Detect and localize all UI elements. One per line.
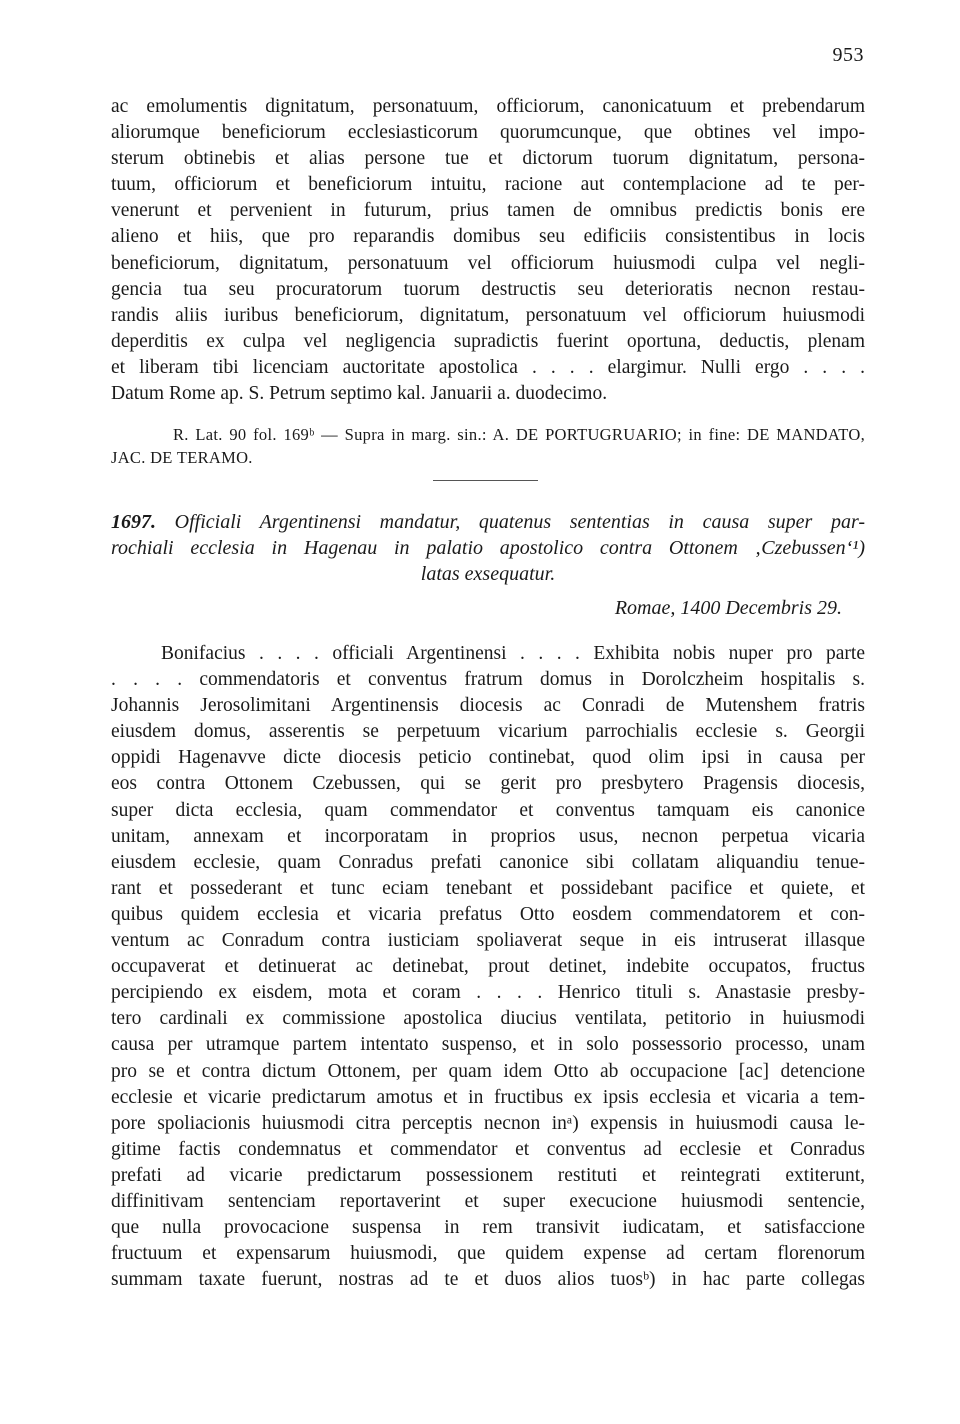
entry-heading bbox=[111, 509, 865, 587]
text-line: prefati ad vicarie predictarum possessionem restituti et reintegrati extiterunt, bbox=[111, 1164, 865, 1186]
text-line: que nulla provocacione suspensa in rem transivit iudicatam, et satisfaccione bbox=[111, 1217, 865, 1239]
text-line: tero cardinali ex commissione apostolica diucius ventilata, petitorio in huiusmodi bbox=[111, 1008, 865, 1030]
text-line: et liberam tibi licenciam auctoritate apostolica . . . . elargimur. Nulli ergo . . . . bbox=[111, 356, 865, 378]
text-line: rant et possederant et tunc eciam tenebant et possidebant pacifice et quiete, et bbox=[111, 877, 865, 899]
text-line: unitam, annexam et incorporatam in proprios usus, necnon perpetua vicaria bbox=[111, 825, 865, 847]
text-block-letter bbox=[111, 641, 865, 1293]
entry-summary-line-3: latas exsequatur. bbox=[420, 563, 556, 585]
text-line: pore spoliacionis huiusmodi citra perceptis necnon inᵃ) expensis in huiusmodi causa le- bbox=[111, 1112, 865, 1134]
text-line: occupaverat et detinuerat ac detinebat, prout detinet, indebite occupatos, fructus bbox=[111, 956, 865, 978]
text-block-continuation bbox=[111, 94, 865, 407]
text-line: pro se et contra dictum Ottonem, per quam idem Otto ab occupacione [ac] detencione bbox=[111, 1060, 865, 1082]
text-line: aliorumque beneficiorum ecclesiasticorum quorumcunque, que obtines vel impo- bbox=[111, 122, 865, 144]
text-line: deperditis ex culpa vel negligencia supradictis fuerint oportuna, deductis, plenam bbox=[111, 330, 865, 352]
text-line: venerunt et pervenient in futurum, prius tamen de omnibus predictis bonis ere bbox=[111, 200, 865, 222]
entry-summary-line-1: Officiali Argentinensi mandatur, quatenus sententias in causa super par- bbox=[174, 511, 865, 533]
text-line: eiusdem ecclesie, quam Conradus prefati canonice sibi collatam aliquandiu tenue- bbox=[111, 851, 865, 873]
entry-date: Romae, 1400 Decembris 29. bbox=[614, 597, 842, 619]
text-line: oppidi Hagenavve dicte diocesis peticio continebat, quod olim ipsi in causa per bbox=[111, 747, 865, 769]
text-line: diffinitivam sentenciam reportaverint et super execucione huiusmodi sentencie, bbox=[111, 1190, 865, 1212]
text-line: super dicta ecclesia, quam commendator et conventus tamquam eis canonice bbox=[111, 799, 865, 821]
text-line: quibus quidem ecclesia et vicaria prefatus Otto eosdem commendatorem et con- bbox=[111, 903, 865, 925]
text-line: fructuum et expensarum huiusmodi, que quidem expense ad certam florenorum bbox=[111, 1243, 865, 1265]
text-line: ac emolumentis dignitatum, personatuum, officiorum, canonicatuum et prebendarum bbox=[111, 96, 865, 117]
text-line: eiusdem domus, asserentis se perpetuum vicarium parrochialis ecclesie s. Georgii bbox=[111, 721, 865, 743]
text-line: . . . . commendatoris et conventus fratrum domus in Dorolczheim hospitalis s. bbox=[111, 669, 865, 691]
text-line: randis aliis iuribus beneficiorum, dignitatum, personatuum vel officiorum huiusmodi bbox=[111, 304, 865, 326]
text-line: gencia tua seu procuratorum tuorum destructis seu deterioratis necnon restau- bbox=[111, 278, 865, 300]
text-line: eos contra Ottonem Czebussen, qui se gerit pro presbytero Pragensis diocesis, bbox=[111, 773, 865, 795]
entry-number: 1697. bbox=[111, 511, 156, 533]
text-line: gitime factis condemnatus et commendator et conventus ad ecclesie et Conradus bbox=[111, 1138, 865, 1160]
source-note: R. Lat. 90 fol. 169ᵇ — Supra in marg. sin.: A. DE PORTUGRUARIO; in fine: DE MANDATO, JAC. DE TERAMO. bbox=[111, 425, 865, 467]
text-line: alieno et hiis, que pro reparandis domibus seu edificiis consistentibus in locis bbox=[111, 226, 865, 248]
page-number: 953 bbox=[832, 44, 864, 66]
text-line: ventum ac Conradum contra iusticiam spoliaverat seque in eis intruserat illasque bbox=[111, 930, 865, 952]
text-line: summam taxate fuerunt, nostras ad te et duos alios tuosᵇ) in hac parte collegas bbox=[111, 1269, 865, 1291]
text-line: Datum Rome ap. S. Petrum septimo kal. Januarii a. duodecimo. bbox=[111, 383, 608, 405]
separator-rule bbox=[433, 480, 538, 481]
text-line: causa per utramque partem intentato suspenso, et in solo possessorio processo, unam bbox=[111, 1034, 865, 1056]
text-line: beneficiorum, dignitatum, personatuum vel officiorum huiusmodi culpa vel negli- bbox=[111, 252, 865, 274]
text-line: Johannis Jerosolimitani Argentinensis diocesis ac Conradi de Mutenshem fratris bbox=[111, 695, 865, 717]
entry-heading-line-1 bbox=[111, 509, 865, 535]
entry-summary-line-2: rochiali ecclesia in Hagenau in palatio apostolico contra Ottonem ‚Czebussen‘¹) bbox=[111, 537, 865, 559]
text-line: Bonifacius . . . . officiali Argentinensi . . . . Exhibita nobis nuper pro parte bbox=[161, 643, 865, 664]
text-line: percipiendo ex eisdem, mota et coram . . . . Henrico tituli s. Anastasie presby- bbox=[111, 982, 865, 1004]
text-line: sterum obtinebis et alias persone tue et dictorum tuorum dignitatum, persona- bbox=[111, 148, 865, 170]
text-line: ecclesie et vicarie predictarum amotus et in fructibus ex ipsis ecclesia et vicaria a tem- bbox=[111, 1086, 865, 1108]
text-line: tuum, officiorum et beneficiorum intuitu, racione aut contemplacione ad te per- bbox=[111, 174, 865, 196]
